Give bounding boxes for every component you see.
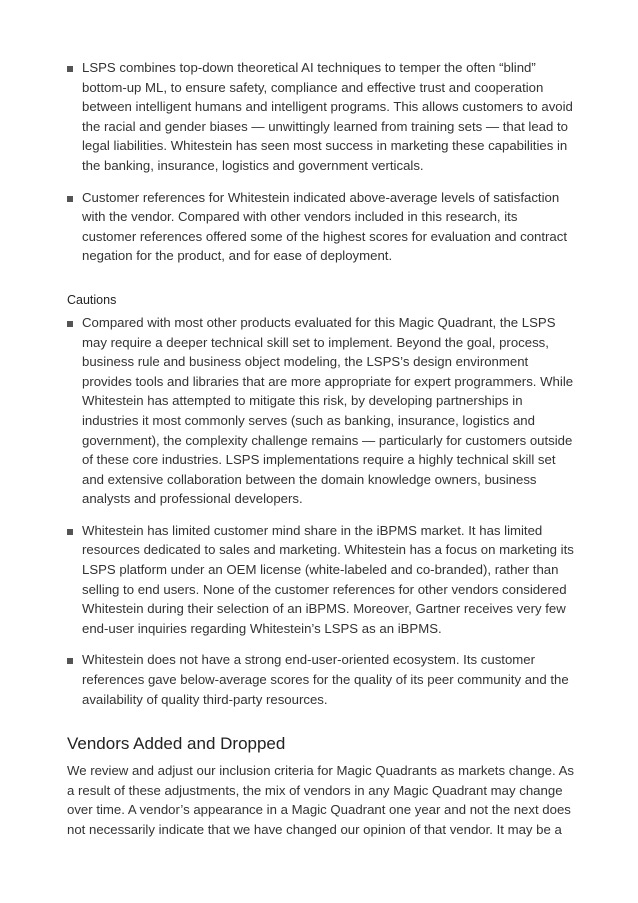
list-item-text: Customer references for Whitestein indicated above-average levels of satisfaction with the vendor. Compared with other vendors included in this research, its customer references offered some of the highest scores for evaluation and contract negation for the product, and for ease of deployment. bbox=[82, 189, 568, 264]
list-item bbox=[67, 313, 575, 509]
square-bullet-icon bbox=[67, 66, 73, 72]
list-item-text: LSPS combines top-down theoretical AI techniques to temper the often “blind” bottom-up ML, to ensure safety, compliance and effective trust and cooperation between intelligent humans and intelligent programs. This allows customers to avoid the racial and gender biases — unwittingly learned from training sets — that lead to legal liabilities. Whitestein has seen most success in marketing these capabilities in the banking, insurance, logistics and government verticals. bbox=[82, 60, 573, 173]
vendors-paragraph: We review and adjust our inclusion criteria for Magic Quadrants as markets change. As a result of these adjustments, the mix of vendors in any Magic Quadrant may change over time. A vendor’s appearance in a Magic Quadrant one year and not the next does not necessarily indicate that we have changed our opinion of that vendor. It may be a bbox=[67, 763, 574, 837]
document-page bbox=[67, 58, 575, 840]
list-item bbox=[67, 521, 575, 639]
list-item bbox=[67, 650, 575, 709]
list-item-text: Whitestein has limited customer mind share in the iBPMS market. It has limited resources dedicated to sales and marketing. Whitestein has a focus on marketing its LSPS platform under an OEM license (white-labeled and co-branded), rather than selling to end users. None of the customer references for other vendors considered Whitestein during their selection of an iBPMS. Moreover, Gartner receives very few end-user inquiries regarding Whitestein’s LSPS as an iBPMS. bbox=[82, 522, 574, 636]
list-item bbox=[67, 188, 575, 266]
vendors-added-dropped-heading: Vendors Added and Dropped bbox=[67, 734, 286, 754]
square-bullet-icon bbox=[67, 529, 73, 535]
cautions-heading: Cautions bbox=[67, 292, 117, 307]
square-bullet-icon bbox=[67, 321, 73, 327]
square-bullet-icon bbox=[67, 658, 73, 664]
list-item-text: Whitestein does not have a strong end-user-oriented ecosystem. Its customer references gave below-average scores for the quality of its peer community and the availability of quality third-party resources. bbox=[82, 652, 569, 707]
list-item-text: Compared with most other products evaluated for this Magic Quadrant, the LSPS may require a deeper technical skill set to implement. Beyond the goal, process, business rule and business object modeling, the LSPS’s design environment provides tools and libraries that are more appropriate for expert programmers. While Whitestein has attempted to mitigate this risk, by developing partnerships in industries it most commonly serves (such as banking, insurance, logistics and government), the complexity challenge remains — particularly for customers outside of these core industries. LSPS implementations require a highly technical skill set and extensive collaboration between the domain knowledge owners, business analysts and professional developers. bbox=[82, 314, 574, 507]
list-item bbox=[67, 58, 575, 176]
cautions-list bbox=[67, 313, 575, 709]
square-bullet-icon bbox=[67, 196, 73, 202]
strengths-list bbox=[67, 58, 575, 266]
